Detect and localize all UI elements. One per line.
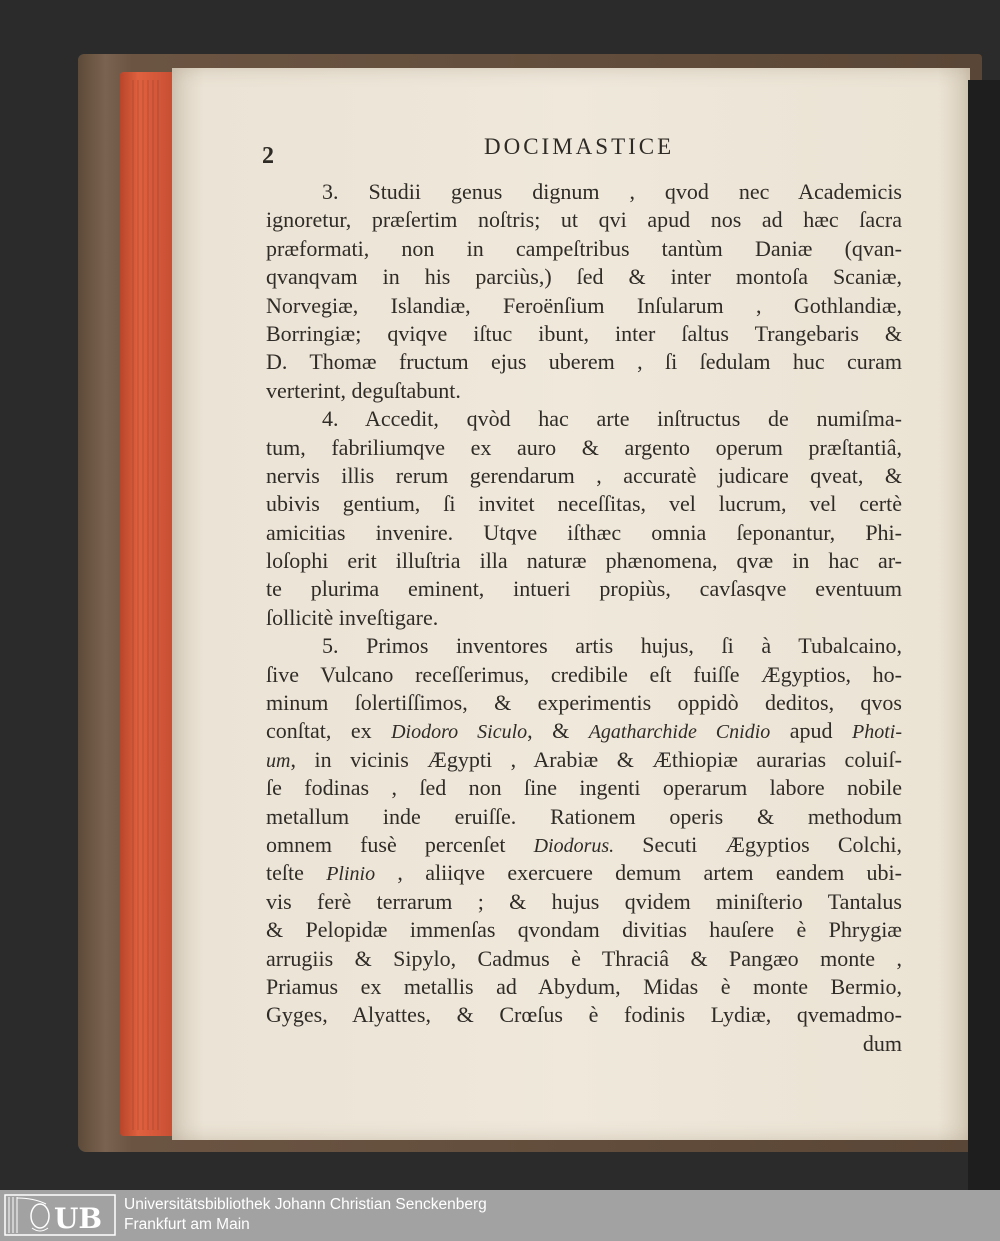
text-segment: tum, fabriliumqve ex auro & argento operum præſtantiâ, (266, 434, 902, 460)
text-line (266, 774, 902, 802)
text-line (266, 575, 902, 603)
italic-name: um (266, 749, 291, 772)
text-segment: nervis illis rerum gerendarum , accuratè judicare qveat, & (266, 462, 902, 488)
text-segment: Borringiæ; qviqve iſtuc ibunt, inter ſaltus Trangebaris & (266, 320, 902, 346)
text-segment: præformati, non in campeſtribus tantùm Daniæ (qvan- (266, 235, 902, 261)
text-segment: qvanqvam in his parciùs,) ſed & inter montoſa Scaniæ, (266, 264, 902, 290)
text-line (266, 178, 902, 206)
library-location: Frankfurt am Main (124, 1216, 250, 1233)
text-line (266, 320, 902, 348)
text-line (266, 916, 902, 944)
background-strip (968, 80, 1000, 1190)
text-segment: 5. Primos inventores artis hujus, ſi à Tubalcaino, (322, 633, 902, 659)
text-line (266, 945, 902, 973)
text-segment: ſive Vulcano receſſerimus, credibile eſt fuiſſe Ægyptios, ho- (266, 661, 902, 687)
logo-text: UB (54, 1202, 103, 1235)
text-line (266, 292, 902, 320)
text-segment: arrugiis & Sipylo, Cadmus è Thraciâ & Pangæo monte , (266, 945, 902, 971)
text-line (266, 689, 902, 717)
text-segment: Priamus ex metallis ad Abydum, Midas è monte Bermio, (266, 973, 902, 999)
text-segment: omnem fusè percenſet (266, 831, 534, 857)
page-number: 2 (262, 143, 274, 169)
text-segment: Norvegiæ, Islandiæ, Feroënſium Inſularum , Gothlandiæ, (266, 292, 902, 318)
text-segment: vis ferè terrarum ; & hujus qvidem miniſterio Tantalus (266, 888, 902, 914)
text-segment: verterint, deguſtabunt. (266, 377, 461, 403)
body-text (266, 178, 902, 1058)
italic-name: Diodorus. (533, 834, 615, 857)
text-segment: loſophi erit illuſtria illa naturæ phænomena, qvæ in hac ar- (266, 548, 902, 574)
text-line (266, 661, 902, 689)
footer-bar (0, 1190, 1000, 1241)
library-logo (4, 1194, 116, 1236)
text-segment: ſe fodinas , ſed non ſine ingenti operarum labore nobile (266, 775, 902, 801)
running-head: DOCIMASTICE (484, 134, 675, 159)
text-line (266, 803, 902, 831)
text-segment: 3. Studii genus dignum , qvod nec Academicis (322, 179, 902, 204)
text-segment: ignoretur, præſertim noſtris; ut qvi apud nos ad hæc ſacra (266, 207, 902, 233)
page-edges-texture (132, 80, 162, 1130)
italic-name: Plinio (326, 863, 376, 886)
text-line (266, 235, 902, 263)
text-line (266, 348, 902, 376)
text-segment: conſtat, ex (266, 718, 392, 744)
library-name: Universitätsbibliothek Johann Christian Senckenberg (124, 1196, 487, 1213)
text-line (266, 206, 902, 234)
text-segment: , aliiqve exercuere demum artem eandem ubi- (375, 860, 902, 886)
text-segment: apud (770, 718, 852, 744)
text-line (266, 519, 902, 547)
text-segment: Secuti Ægyptios Colchi, (614, 831, 902, 857)
text-line (266, 859, 902, 887)
text-line (266, 490, 902, 518)
text-line (266, 604, 902, 632)
text-line (266, 888, 902, 916)
text-line (266, 717, 902, 745)
text-line (266, 405, 902, 433)
text-line (266, 1001, 902, 1029)
text-segment: & Pelopidæ immenſas qvondam divitias hauſere è Phrygiæ (266, 917, 902, 943)
text-segment: minum ſolertiſſimos, & experimentis oppidò deditos, qvos (266, 690, 902, 716)
text-segment: metallum inde eruiſſe. Rationem operis & methodum (266, 803, 902, 829)
text-segment: ſollicitè inveſtigare. (266, 604, 439, 630)
text-segment: teſte (266, 860, 327, 886)
italic-name: Diodoro Siculo (391, 721, 528, 744)
text-line (266, 973, 902, 1001)
text-segment: D. Thomæ fructum ejus uberem , ſi ſedulam huc curam (266, 349, 902, 375)
italic-name: Photi- (852, 721, 902, 744)
text-line (266, 377, 902, 405)
text-line (266, 632, 902, 660)
text-line (266, 434, 902, 462)
text-segment: ubivis gentium, ſi invitet neceſſitas, vel lucrum, vel certè (266, 491, 902, 517)
text-line (266, 831, 902, 859)
text-line (266, 547, 902, 575)
text-line (266, 263, 902, 291)
text-segment: , in vicinis Ægypti , Arabiæ & Æthiopiæ aurarias coluiſ- (290, 746, 902, 772)
text-segment: te plurima eminent, intueri propiùs, cavſasqve eventuum (266, 576, 902, 602)
text-line (266, 1030, 902, 1058)
text-segment: , & (527, 718, 589, 744)
text-segment: amicitias invenire. Utqve iſthæc omnia ſeponantur, Phi- (266, 519, 902, 545)
text-segment: dum (862, 1030, 902, 1056)
text-segment: 4. Accedit, qvòd hac arte inſtructus de numiſma- (322, 406, 902, 432)
text-line (266, 462, 902, 490)
text-segment: Gyges, Alyattes, & Crœſus è fodinis Lydiæ, qvemadmo- (266, 1002, 902, 1028)
italic-name: Agatharchide Cnidio (588, 721, 771, 744)
text-line (266, 746, 902, 774)
